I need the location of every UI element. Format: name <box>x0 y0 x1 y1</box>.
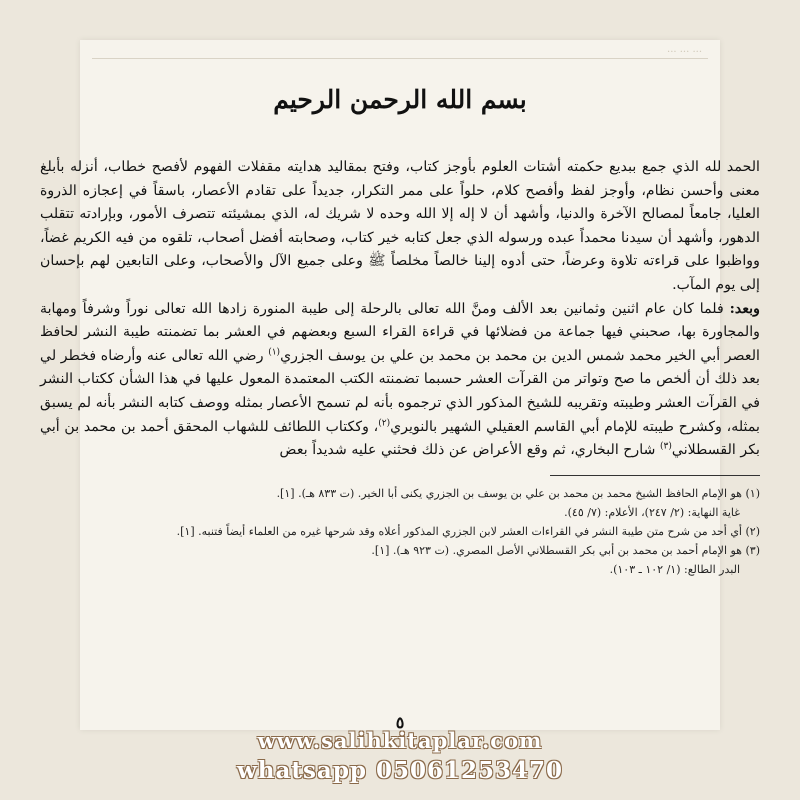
footnote-1: (١) هو الإمام الحافظ الشيخ محمد بن محمد بن علي بن يوسف بن الجزري يكنى أبا الخير. (ت ٨٣٣ هـ). [١]. <box>276 486 760 500</box>
footnote-mark-1: (١) <box>268 347 281 358</box>
footnote-separator <box>550 475 760 476</box>
paragraph-text-b: رضي الله تعالى عنه وأرضاه فخطر لي بعد ذلك أن ألخص ما صح وتواتر من القرآت العشر حسبما تضمنته الكتب المعتمدة المعول عليها في هذا الشأن ككتاب النشر في القرآت العشر وطيبته وتقريبه للشيخ المذكور الذي ترجموه بأنه لم تسمح الأعصار بمثله ووصف كتابه النشر بأنه لم يسبق بمثله، وكشرح طيبته للإمام أبي القاسم العقيلي الشهير بالنويري <box>40 347 760 435</box>
footnote-3-reference: البدر الطالع: (١/ ١٠٢ ـ ١٠٣). <box>609 562 740 576</box>
paragraph-lead: وبعد: <box>729 300 760 317</box>
header-ghost-text: ... ... ... <box>667 44 702 55</box>
header-rule <box>92 58 708 59</box>
paragraph-text-c: ، وككتاب اللطائف للشهاب المحقق أحمد بن محمد بن أبي بكر القسطلاني <box>40 418 760 459</box>
watermark-website: www.salihkitaplar.com <box>257 728 543 753</box>
paragraph-text-a: فلما كان عام اثنين وثمانين بعد الألف ومنَّ الله تعالى بالرحلة إلى طيبة المنورة زادها الله تعالى نوراً وشرفاً ومهابة والمجاورة بها، صحبني فيها جماعة من فضلائها في قراءة القراء السبع وبعضهم في العشر بما تضمنته طيبة النشر لحافظ العصر أبي الخير محمد شمس الدين بن محمد بن محمد بن علي بن يوسف الجزري <box>40 300 760 364</box>
watermark-whatsapp: whatsapp 05061253470 <box>236 757 564 784</box>
basmala-heading: بسم الله الرحمن الرحيم <box>273 85 527 114</box>
footnote-3: (٣) هو الإمام أحمد بن محمد بن أبي بكر القسطلاني الأصل المصري. (ت ٩٢٣ هـ). [١]. <box>371 543 760 557</box>
paragraph-intro: الحمد لله الذي جمع ببديع حكمته أشتات العلوم بأوجز كتاب، وفتح بمقاليد هدايته مقفلات الفهوم لأفصح خطاب، أنزله بأبلغ معنى وأحسن نظام، وأوجز لفظ وأفصح كلام، حلواً على ممر التكرار، جديداً على تقادم الأعصار، باسقاً في إعجازه الذروة العليا، جامعاً لمصالح الآخرة والدنيا، وأشهد أن لا إله إلا الله وحده لا شريك له، الذي بمشيئته تتصرف الأمور، وبإرادته تتقلب الدهور، وأشهد أن سيدنا محمداً عبده ورسوله الذي جعل كتابه خير كتاب، وصحابته أفضل أصحاب، تلقوه من فيه الكريم غضاً، وواظبوا على قراءته تلاوة وعرضاً، حتى أدوه إلينا خالصاً مخلصاً ﷺ وعلى جميع الآل والأصحاب، وعلى التابعين لهم بإحسان إلى يوم المآب. <box>40 159 760 293</box>
paragraph-text-d: شارح البخاري، ثم وقع الأعراض عن ذلك فحثني عليه شديداً بعض <box>279 442 661 459</box>
page-number: ٥ <box>395 713 405 732</box>
footnote-1-reference: غاية النهاية: (٢/ ٢٤٧)، الأعلام: (٧/ ٤٥). <box>564 505 740 519</box>
footnote-mark-2: (٢) <box>378 417 391 428</box>
paragraph-main <box>40 298 760 463</box>
footnote-mark-3: (٣) <box>660 441 672 452</box>
page-content <box>40 80 760 579</box>
footnote-2: (٢) أي أحد من شرح متن طيبة النشر في القراءات العشر لابن الجزري المذكور أعلاه وقد شرحها غيره من العلماء أيضاً فتنبه. [١]. <box>176 524 760 538</box>
